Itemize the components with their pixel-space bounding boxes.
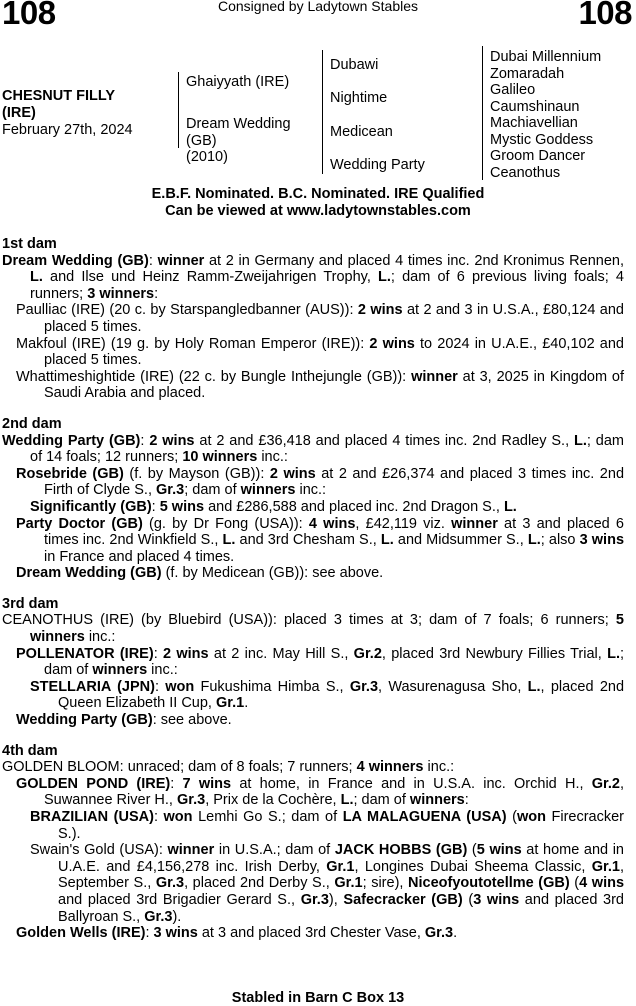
pedigree-dam: Dream Wedding (GB) (2010) xyxy=(186,116,291,165)
pedigree-gen3: Dubai Millennium Zomaradah Galileo Caumshinaun Machiavellian Mystic Goddess Groom Dancer Ceanothus xyxy=(490,49,602,181)
family-entry: STELLARIA (JPN): won Fukushima Himba S., Gr.3, Wasurenagusa Sho, L., placed 2nd Queen Elizabeth II Cup, Gr.1. xyxy=(30,678,625,712)
horse-sex: CHESNUT FILLY xyxy=(2,88,116,104)
section-heading: 1st dam xyxy=(2,236,57,252)
pedigree-gen2-2: Medicean xyxy=(330,124,393,140)
pedigree-sire: Ghaiyyath (IRE) xyxy=(186,74,290,90)
pedigree-bracket-3 xyxy=(482,46,483,180)
pedigree-bracket-2 xyxy=(322,50,323,174)
family-entry: Significantly (GB): 5 wins and £286,588 and placed inc. 2nd Dragon S., L. xyxy=(30,498,517,515)
horse-identity xyxy=(2,88,133,139)
family-entry: Rosebride (GB) (f. by Mayson (GB)): 2 wins at 2 and £26,374 and placed 3 times inc. 2nd Firth of Clyde S., Gr.3; dam of winners inc.: xyxy=(16,465,625,499)
consignor: Consigned by Ladytown Stables xyxy=(217,0,419,14)
family-entry: Makfoul (IRE) (19 g. by Holy Roman Emperor (IRE)): 2 wins to 2024 in U.A.E., £40,102 and placed 5 times. xyxy=(16,335,624,369)
family-entry: Swain's Gold (USA): winner in U.S.A.; dam of JACK HOBBS (GB) (5 wins at home and in U.A.E. and £4,156,278 inc. Irish Derby, Gr.1, Longines Dubai Sheema Classic, Gr.1, September S., Gr.3, placed 2nd Derby S., Gr.1; sire), Niceofyoutotellme (GB) (4 wins and placed 3rd Brigadier Gerard S., Gr.3), Safecracker (GB) (3 wins and placed 3rd Ballyroan S., Gr.3). xyxy=(30,842,625,925)
family-entry: BRAZILIAN (USA): won Lemhi Go S.; dam of LA MALAGUENA (USA) (won Firecracker S.). xyxy=(30,809,625,842)
section-heading: 4th dam xyxy=(2,742,58,759)
pedigree-gen2-0: Dubawi xyxy=(330,57,379,73)
family-entry: POLLENATOR (IRE): 2 wins at 2 inc. May Hill S., Gr.2, placed 3rd Newbury Fillies Trial, L.; dam of winners inc.: xyxy=(16,645,625,679)
section-heading: 2nd dam xyxy=(2,415,62,432)
horse-country: (IRE) xyxy=(2,105,36,121)
pedigree-bracket-1 xyxy=(178,72,179,148)
nomination-notes: E.B.F. Nominated. B.C. Nominated. IRE Qualified Can be viewed at www.ladytownstables.com xyxy=(151,186,485,219)
family-entry: Wedding Party (GB): 2 wins at 2 and £36,418 and placed 4 times inc. 2nd Radley S., L.; dam of 14 foals; 12 runners; 10 winners inc.: xyxy=(2,432,625,466)
pedigree-gen2-3: Wedding Party xyxy=(330,157,425,173)
section-heading: 3rd dam xyxy=(2,595,59,612)
stabling-info: Stabled in Barn C Box 13 xyxy=(231,990,405,1006)
foaling-date: February 27th, 2024 xyxy=(2,122,133,138)
family-entry: Dream Wedding (GB) (f. by Medicean (GB)): see above. xyxy=(16,565,384,582)
family-entry: Wedding Party (GB): see above. xyxy=(16,712,232,729)
family-entry: Dream Wedding (GB): winner at 2 in Germany and placed 4 times inc. 2nd Kronimus Rennen, L. and Ilse und Heinz Ramm-Zweijahrigen Trophy, L.; dam of 6 previous living foals; 4 runners; 3 winners: xyxy=(2,252,624,302)
family-entry: CEANOTHUS (IRE) (by Bluebird (USA)): placed 3 times at 3; dam of 7 foals; 6 runners; 5 winners inc.: xyxy=(2,612,624,646)
pedigree-gen2-1: Nightime xyxy=(330,90,388,106)
family-entry: GOLDEN POND (IRE): 7 wins at home, in France and in U.S.A. inc. Orchid H., Gr.2, Suwannee River H., Gr.3, Prix de la Cochère, L.; dam of winners: xyxy=(16,775,624,809)
lot-number-right: 108 xyxy=(578,0,632,31)
family-entry: Whattimeshightide (IRE) (22 c. by Bungle Inthejungle (GB)): winner at 3, 2025 in Kingdom of Saudi Arabia and placed. xyxy=(16,368,624,402)
lot-number-left: 108 xyxy=(2,0,56,31)
family-entry: Paulliac (IRE) (20 c. by Starspangledbanner (AUS)): 2 wins at 2 and 3 in U.S.A., £80,124 and placed 5 times. xyxy=(16,302,624,335)
family-entry: GOLDEN BLOOM: unraced; dam of 8 foals; 7 runners; 4 winners inc.: xyxy=(2,759,455,776)
family-entry: Party Doctor (GB) (g. by Dr Fong (USA)): 4 wins, £42,119 viz. winner at 3 and placed 6 times inc. 2nd Winkfield S., L. and 3rd Chesham S., L. and Midsummer S., L.; also 3 wins in France and placed 4 times. xyxy=(16,515,625,565)
family-entry: Golden Wells (IRE): 3 wins at 3 and placed 3rd Chester Vase, Gr.3. xyxy=(16,925,458,942)
family-details xyxy=(2,236,624,942)
